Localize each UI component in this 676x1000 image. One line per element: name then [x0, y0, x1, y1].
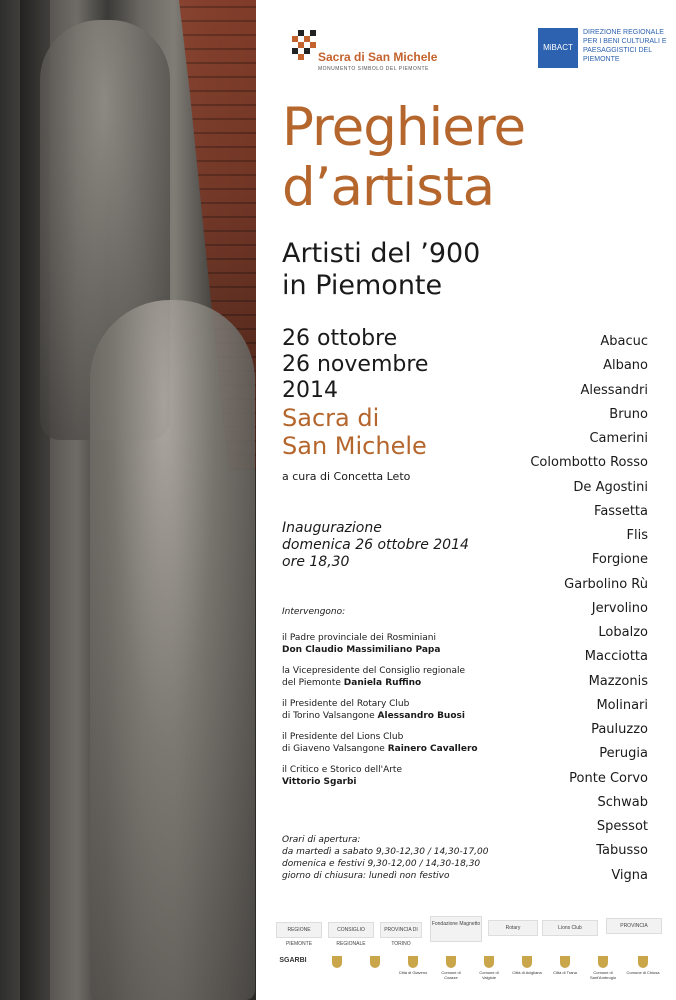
- statue-lower: [90, 300, 255, 1000]
- sponsor-logos: [276, 912, 666, 992]
- exhibition-dates: [282, 326, 428, 404]
- artist-name: Fassetta: [594, 503, 648, 519]
- artist-name: Albano: [603, 358, 648, 374]
- speakers-list: [282, 632, 532, 797]
- artist-name: Jervolino: [591, 600, 648, 616]
- artist-name: Colombotto Rosso: [530, 455, 648, 471]
- hours-closed: giorno di chiusura: lunedì non festivo: [282, 871, 450, 881]
- artist-name: Bruno: [609, 406, 648, 422]
- hours-weekend: domenica e festivi 9,30-12,00 / 14,30-18,30: [282, 859, 481, 869]
- poster-title: [282, 98, 525, 218]
- speaker-role: il Padre provinciale dei Rosminiani: [282, 633, 436, 643]
- crest-icon: [560, 956, 570, 968]
- speaker-item: [282, 665, 532, 689]
- date-start: 26 ottobre: [282, 326, 398, 351]
- date-end: 26 novembre: [282, 352, 429, 377]
- speaker-role: il Critico e Storico dell'Arte: [282, 765, 403, 775]
- venue-line-2: San Michele: [282, 432, 427, 460]
- artist-name: Garbolino Rù: [564, 576, 648, 592]
- checkered-flag-icon: [292, 26, 316, 66]
- artist-name: Abacuc: [600, 334, 648, 349]
- artist-name: Spessot: [596, 819, 648, 834]
- inauguration-label: Inaugurazione: [282, 520, 382, 536]
- artist-name: Macciotta: [584, 649, 648, 665]
- artist-name: Molinari: [596, 697, 648, 713]
- inauguration-date: domenica 26 ottobre 2014: [282, 537, 469, 553]
- speakers-heading: Intervengono:: [282, 607, 346, 617]
- mibact-logo: [538, 28, 667, 73]
- speaker-item: [282, 698, 532, 722]
- title-line-1: Preghiere: [282, 97, 526, 158]
- sponsor-logo: Fondazione Magnetto: [430, 916, 482, 942]
- subtitle-line-2: in Piemonte: [282, 270, 443, 301]
- sponsor-crest: Comune di Valgioie: [472, 956, 506, 980]
- artist-name: Forgione: [591, 552, 648, 568]
- artist-name: De Agostini: [573, 479, 648, 495]
- artist-name: Pauluzzo: [591, 722, 648, 737]
- speaker-item: [282, 632, 532, 656]
- speaker-name-prefix: del Piemonte: [282, 678, 344, 688]
- sponsor-logo: REGIONE PIEMONTE: [276, 922, 322, 938]
- sponsor-sgarbi: SGARBI: [279, 957, 307, 964]
- artist-name: Ponte Corvo: [569, 770, 648, 786]
- sponsor-crest: Città di Trana: [548, 956, 582, 975]
- venue-line-1: Sacra di: [282, 404, 380, 432]
- artist-name: Perugia: [599, 746, 648, 762]
- speaker-item: [282, 731, 532, 755]
- subtitle-line-1: Artisti del ’900: [282, 238, 481, 269]
- inauguration-time: ore 18,30: [282, 554, 350, 570]
- artist-name: Lobalzo: [598, 625, 648, 640]
- speaker-name: Rainero Cavallero: [387, 744, 478, 754]
- crest-icon: [332, 956, 342, 968]
- sponsor-crest: [320, 956, 354, 970]
- crest-icon: [408, 956, 418, 968]
- sacra-logo-subtitle: MONUMENTO SIMBOLO DEL PIEMONTE: [318, 66, 429, 72]
- sponsor-crest: Comune di Chiusa: [626, 956, 660, 975]
- hours-weekday: da martedì a sabato 9,30-12,30 / 14,30-17,00: [282, 847, 489, 857]
- speaker-name-prefix: di Torino Valsangone: [282, 711, 378, 721]
- artist-name: Vigna: [611, 867, 648, 883]
- mibact-text: DIREZIONE REGIONALE PER I BENI CULTURALI E PAESAGGISTICI DEL PIEMONTE: [583, 29, 667, 63]
- curator: a cura di Concetta Leto: [282, 470, 411, 483]
- artist-name: Mazzonis: [588, 673, 648, 689]
- crest-icon: [598, 956, 608, 968]
- speaker-role: il Presidente del Lions Club: [282, 732, 404, 742]
- speaker-name: Don Claudio Massimiliano Papa: [282, 645, 441, 655]
- sponsor-logo: PROVINCIA: [606, 918, 662, 934]
- sponsor-crest: Città di Avigliana: [510, 956, 544, 975]
- artist-name: Alessandri: [580, 382, 648, 398]
- crest-icon: [446, 956, 456, 968]
- speaker-name: Vittorio Sgarbi: [282, 777, 357, 787]
- venue: [282, 404, 427, 460]
- sponsor-crest: [358, 956, 392, 970]
- artist-name: Tabusso: [596, 843, 648, 859]
- crest-icon: [370, 956, 380, 968]
- speaker-role: il Presidente del Rotary Club: [282, 699, 410, 709]
- crest-icon: [522, 956, 532, 968]
- sponsor-crest: Comune di Coazze: [434, 956, 468, 980]
- artist-name: Schwab: [597, 794, 648, 810]
- sponsor-crest: Città di Giaveno: [396, 956, 430, 975]
- inauguration: [282, 520, 469, 571]
- sponsor-logo: PROVINCIA DI TORINO: [380, 922, 422, 938]
- speaker-name: Alessandro Buosi: [377, 711, 465, 721]
- title-line-2: d’artista: [282, 157, 495, 218]
- sacra-logo-name: Sacra di San Michele: [318, 50, 438, 64]
- opening-hours: [282, 834, 489, 882]
- artists-list: [530, 330, 648, 888]
- crest-icon: [484, 956, 494, 968]
- artist-name: Flis: [626, 528, 648, 543]
- crest-icon: [638, 956, 648, 968]
- artist-name: Camerini: [589, 431, 648, 446]
- speaker-item: [282, 764, 532, 788]
- speaker-name-prefix: di Giaveno Valsangone: [282, 744, 388, 754]
- poster-subtitle: [282, 238, 480, 302]
- sponsor-crest: Comune di Sant'Ambrogio: [586, 956, 620, 980]
- sponsor-logo: CONSIGLIO REGIONALE: [328, 922, 374, 938]
- speaker-role: la Vicepresidente del Consiglio regionale: [282, 666, 466, 676]
- mibact-mark: MiBACT: [538, 28, 578, 68]
- speaker-name: Daniela Ruffino: [343, 678, 422, 688]
- sacra-logo: [292, 26, 442, 76]
- date-year: 2014: [282, 378, 338, 403]
- cover-photo-statues: [0, 0, 256, 1000]
- sponsor-logo: Lions Club: [542, 920, 598, 936]
- sponsor-logo: Rotary: [488, 920, 538, 936]
- hours-heading: Orari di apertura:: [282, 835, 361, 845]
